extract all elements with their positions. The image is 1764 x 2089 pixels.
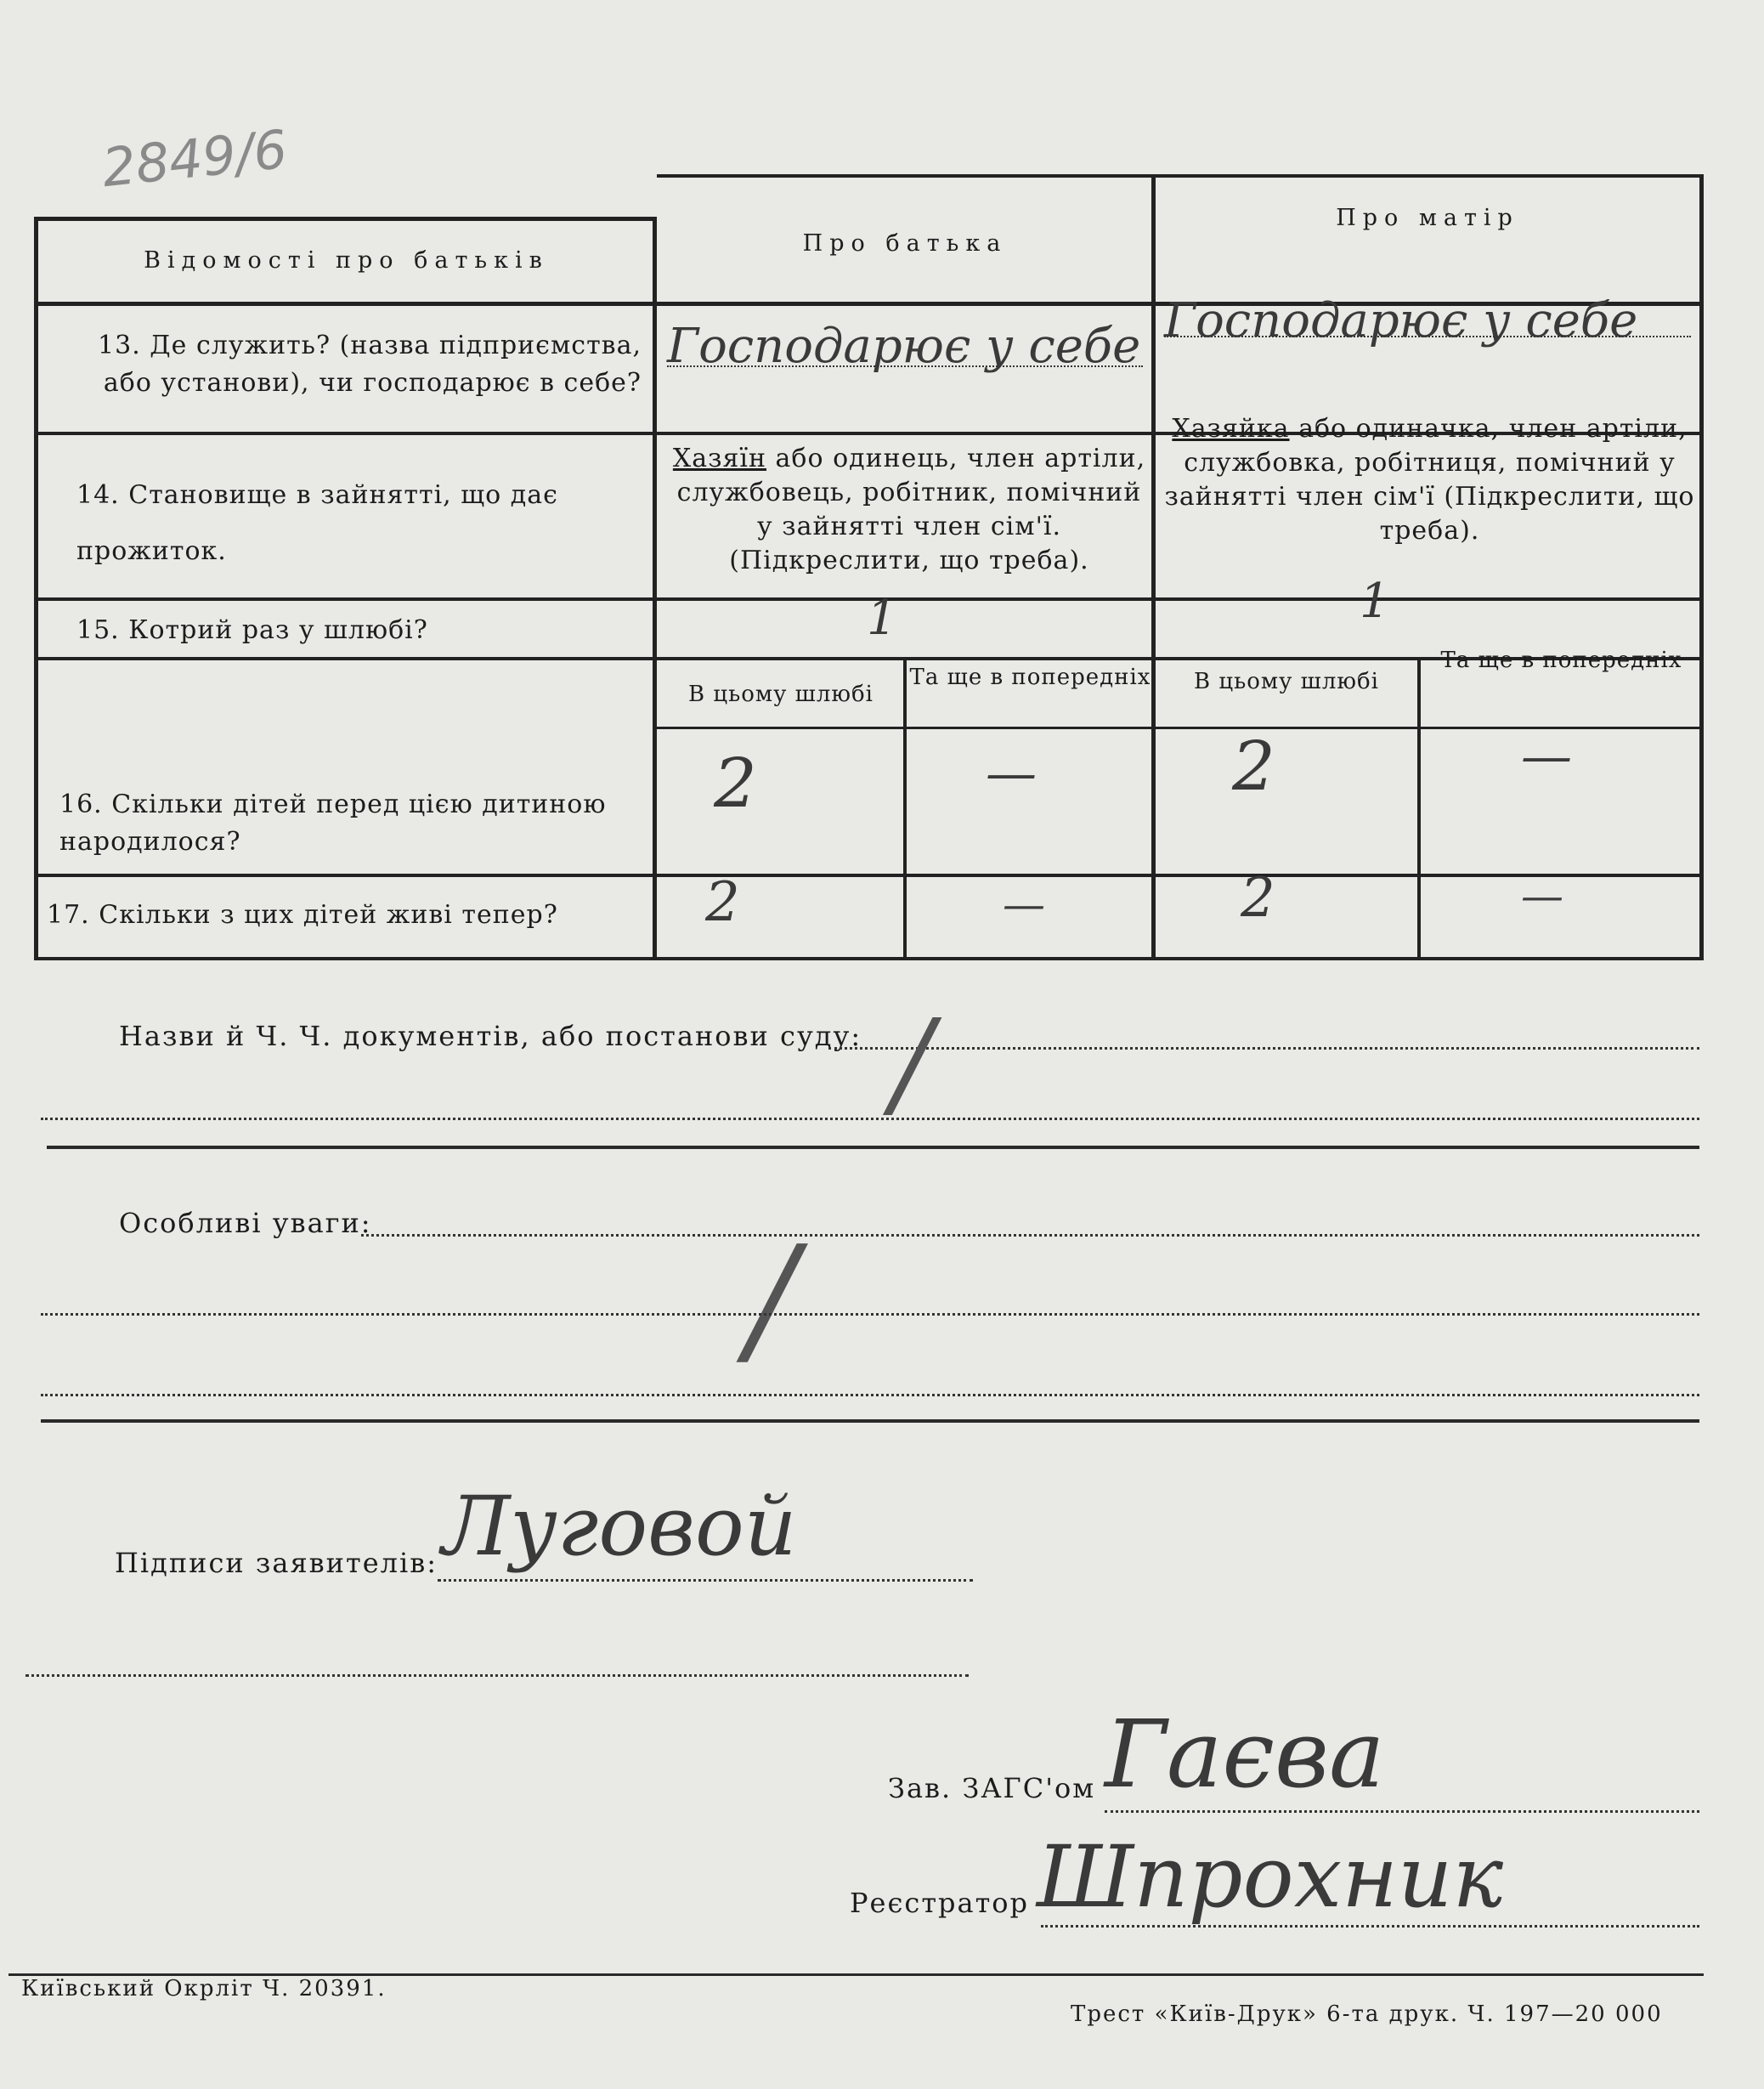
subheader-father-this: В цьому шлюбі [688,682,874,707]
row14-father-selected: Хазяїн [672,444,766,473]
header-parents-info: Відомості про батьків [144,247,549,274]
corner-pencil-note: 2849/6 [99,117,291,200]
row16-mother-prev: — [1521,727,1572,786]
header-father: Про батька [802,230,1008,257]
footer-right: Трест «Київ-Друк» 6-та друк. Ч. 197—20 000 [1071,2001,1663,2027]
footer-left: Київський Окрліт Ч. 20391. [21,1976,387,2001]
parents-info-table [34,205,1704,960]
documents-value: / [892,994,933,1133]
row17-father-prev: — [1003,880,1045,929]
row14-mother-options [1164,412,1695,548]
documents-label: Назви й Ч. Ч. документів, або постанови суду: [119,1020,862,1052]
row15-question: 15. Котрий раз у шлюбі? [76,615,428,645]
row14-mother-rest: або одиначка, член артіли, службовка, робітниця, помічний у зайнятті член сім'ї (Підкреслити, що треба). [1164,414,1695,546]
row13-question: 13. Де служить? (назва підприємства, або установи), чи господарює в себе? [98,331,642,398]
registrar-label: Реєстратор [850,1887,1030,1919]
zags-head-label: Зав. ЗАГС'ом [888,1772,1096,1804]
subheader-mother-this: В цьому шлюбі [1194,669,1379,694]
remarks-label: Особливі уваги: [119,1207,372,1239]
row16-father-prev: — [986,744,1037,803]
subheader-mother-prev: Та ще в попередніх [1440,648,1682,673]
applicant-signatures-label: Підписи заявителів: [115,1547,438,1579]
applicant-signature: Луговой [442,1479,797,1574]
row14-question: 14. Становище в зайнятті, що дає прожиток. [76,480,558,566]
row14-father-rest: або одинець, член артіли, службовець, робітник, помічний у зайнятті член сім'ї. (Підкреслити, що треба). [676,444,1146,575]
row17-father-this: 2 [705,871,740,934]
row14-father-options [667,442,1151,578]
row16-question: 16. Скільки дітей перед цією дитиною народилося? [59,790,607,857]
row14-mother-selected: Хазяйка [1172,414,1290,444]
row17-question: 17. Скільки з цих дітей живі тепер? [47,900,558,930]
row17-mother-this: 2 [1241,867,1275,930]
header-mother: Про матір [1336,205,1519,231]
row17-mother-prev: — [1521,871,1563,920]
registrar-signature: Шпрохник [1037,1827,1504,1927]
row15-mother-answer: 1 [1360,574,1390,629]
row13-father-answer: Господарює у себе [667,319,1141,374]
zags-head-signature: Гаєва [1105,1700,1385,1809]
row16-father-this: 2 [714,744,757,823]
row15-father-answer: 1 [867,591,897,646]
row13-mother-answer: Господарює у себе [1164,293,1638,348]
remarks-value: / [748,1215,797,1384]
row16-mother-this: 2 [1232,727,1275,806]
subheader-father-prev: Та ще в попередніх [909,665,1151,690]
